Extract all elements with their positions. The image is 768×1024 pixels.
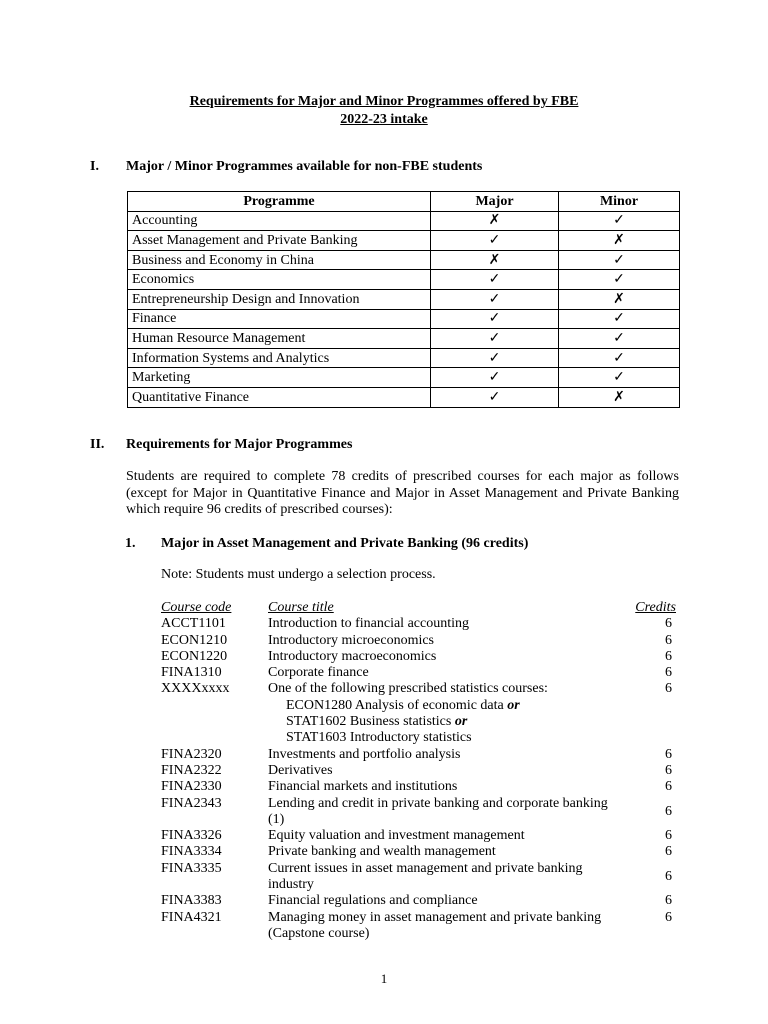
course-title: Financial markets and institutions <box>268 779 458 795</box>
minor-mark: ✗ <box>559 231 680 251</box>
course-title: Managing money in asset management and private banking (Capstone course) <box>268 909 602 941</box>
list-item <box>161 861 676 894</box>
header-major: Major <box>431 192 559 212</box>
list-item <box>161 893 676 909</box>
section-1-title: Major / Minor Programmes available for non-FBE students <box>126 159 483 174</box>
course-code: FINA2330 <box>161 779 222 795</box>
major-mark: ✓ <box>431 309 559 329</box>
major-mark: ✓ <box>431 348 559 368</box>
course-code: ECON1220 <box>161 648 228 664</box>
list-item <box>161 681 676 697</box>
list-item <box>161 665 676 681</box>
option-text: ECON1280 Analysis of economic data <box>286 697 504 713</box>
section-2-title: Requirements for Major Programmes <box>126 437 353 452</box>
course-credits: 6 <box>665 909 672 925</box>
course-code: FINA4321 <box>161 909 222 925</box>
programme-name: Business and Economy in China <box>128 250 431 270</box>
table-row <box>128 231 680 251</box>
programme-name: Accounting <box>128 211 431 231</box>
section-2-number: II. <box>90 437 105 452</box>
document-subtitle: 2022-23 intake <box>340 112 428 127</box>
programme-name: Entrepreneurship Design and Innovation <box>128 289 431 309</box>
programme-name: Information Systems and Analytics <box>128 348 431 368</box>
course-title: Introductory macroeconomics <box>268 648 437 664</box>
option-conjunction: or <box>507 697 520 713</box>
course-credits: 6 <box>665 762 672 778</box>
course-code: FINA3335 <box>161 860 222 876</box>
course-code: FINA3326 <box>161 828 222 844</box>
programme-name: Quantitative Finance <box>128 387 431 407</box>
course-credits: 6 <box>665 844 672 860</box>
course-credits: 6 <box>665 665 672 681</box>
course-code: FINA2343 <box>161 795 222 811</box>
document-title: Requirements for Major and Minor Programmes offered by FBE <box>189 94 579 109</box>
programme-table <box>127 191 680 408</box>
statistics-option <box>161 714 676 730</box>
minor-mark: ✓ <box>559 348 680 368</box>
programme-name: Economics <box>128 270 431 290</box>
course-title: Investments and portfolio analysis <box>268 746 461 762</box>
page-number: 1 <box>380 971 388 986</box>
course-code: FINA3334 <box>161 844 222 860</box>
table-row <box>128 270 680 290</box>
course-title: Introduction to financial accounting <box>268 616 469 632</box>
major-mark: ✗ <box>431 250 559 270</box>
programme-name: Finance <box>128 309 431 329</box>
course-code: ACCT1101 <box>161 616 226 632</box>
section-2-intro: Students are required to complete 78 credits of prescribed courses for each major as follows (except for Major in Quantitative Finance and Major in Asset Management and Private Banking which require 96 credits of prescribed courses): <box>126 469 679 517</box>
list-item <box>161 828 676 844</box>
course-credits: 6 <box>665 868 672 884</box>
list-item <box>161 616 676 632</box>
course-code: FINA3383 <box>161 893 222 909</box>
major-1-number: 1. <box>125 536 136 551</box>
course-code: ECON1210 <box>161 632 228 648</box>
major-mark: ✓ <box>431 270 559 290</box>
table-row <box>128 387 680 407</box>
minor-mark: ✗ <box>559 289 680 309</box>
list-item <box>161 779 676 795</box>
list-item <box>161 844 676 860</box>
course-code: XXXXxxxx <box>161 681 230 697</box>
course-credits: 6 <box>665 828 672 844</box>
course-title: Current issues in asset management and private banking industry <box>268 860 583 893</box>
header-minor: Minor <box>559 192 680 212</box>
course-credits: 6 <box>665 746 672 762</box>
major-mark: ✓ <box>431 368 559 388</box>
course-code: FINA1310 <box>161 665 222 681</box>
course-credits: 6 <box>665 681 672 697</box>
option-conjunction: or <box>454 714 468 730</box>
list-item <box>161 649 676 665</box>
course-credits: 6 <box>665 803 672 819</box>
major-1-title: Major in Asset Management and Private Banking (96 credits) <box>161 536 529 551</box>
programme-name: Human Resource Management <box>128 329 431 349</box>
course-title: One of the following prescribed statistics courses: <box>268 681 548 697</box>
major-mark: ✗ <box>431 211 559 231</box>
course-title: Derivatives <box>268 762 333 778</box>
section-1-number: I. <box>90 159 99 174</box>
course-code: FINA2322 <box>161 762 222 778</box>
statistics-option <box>161 730 676 746</box>
table-row <box>128 211 680 231</box>
course-list-header <box>161 600 676 616</box>
major-mark: ✓ <box>431 289 559 309</box>
table-row <box>128 348 680 368</box>
course-credits: 6 <box>665 616 672 632</box>
course-credits: 6 <box>665 632 672 648</box>
list-item <box>161 633 676 649</box>
table-row <box>128 329 680 349</box>
minor-mark: ✓ <box>559 211 680 231</box>
course-credits: 6 <box>665 779 672 795</box>
course-title-header: Course title <box>268 600 334 615</box>
table-header-row <box>128 192 680 212</box>
course-credits: 6 <box>665 893 672 909</box>
credits-header: Credits <box>635 600 676 615</box>
minor-mark: ✓ <box>559 270 680 290</box>
table-row <box>128 368 680 388</box>
minor-mark: ✓ <box>559 329 680 349</box>
list-item <box>161 763 676 779</box>
programme-name: Asset Management and Private Banking <box>128 231 431 251</box>
option-text: STAT1603 Introductory statistics <box>286 730 472 746</box>
course-title: Lending and credit in private banking and corporate banking (1) <box>268 795 608 827</box>
selection-note: Note: Students must undergo a selection process. <box>161 567 436 582</box>
major-mark: ✓ <box>431 387 559 407</box>
course-title: Financial regulations and compliance <box>268 893 478 909</box>
major-mark: ✓ <box>431 329 559 349</box>
course-credits: 6 <box>665 648 672 664</box>
course-title: Equity valuation and investment management <box>268 828 525 844</box>
list-item <box>161 747 676 763</box>
option-text: STAT1602 Business statistics <box>286 714 452 730</box>
minor-mark: ✓ <box>559 250 680 270</box>
course-title: Private banking and wealth management <box>268 844 496 860</box>
minor-mark: ✗ <box>559 387 680 407</box>
statistics-option <box>161 698 676 714</box>
list-item <box>161 910 676 943</box>
minor-mark: ✓ <box>559 368 680 388</box>
course-list <box>161 600 676 942</box>
programme-name: Marketing <box>128 368 431 388</box>
course-title: Introductory microeconomics <box>268 632 435 648</box>
course-code: FINA2320 <box>161 746 222 762</box>
header-programme: Programme <box>128 192 431 212</box>
table-row <box>128 289 680 309</box>
course-title: Corporate finance <box>268 665 369 681</box>
major-mark: ✓ <box>431 231 559 251</box>
course-code-header: Course code <box>161 600 232 615</box>
list-item <box>161 796 676 829</box>
minor-mark: ✓ <box>559 309 680 329</box>
table-row <box>128 309 680 329</box>
table-row <box>128 250 680 270</box>
